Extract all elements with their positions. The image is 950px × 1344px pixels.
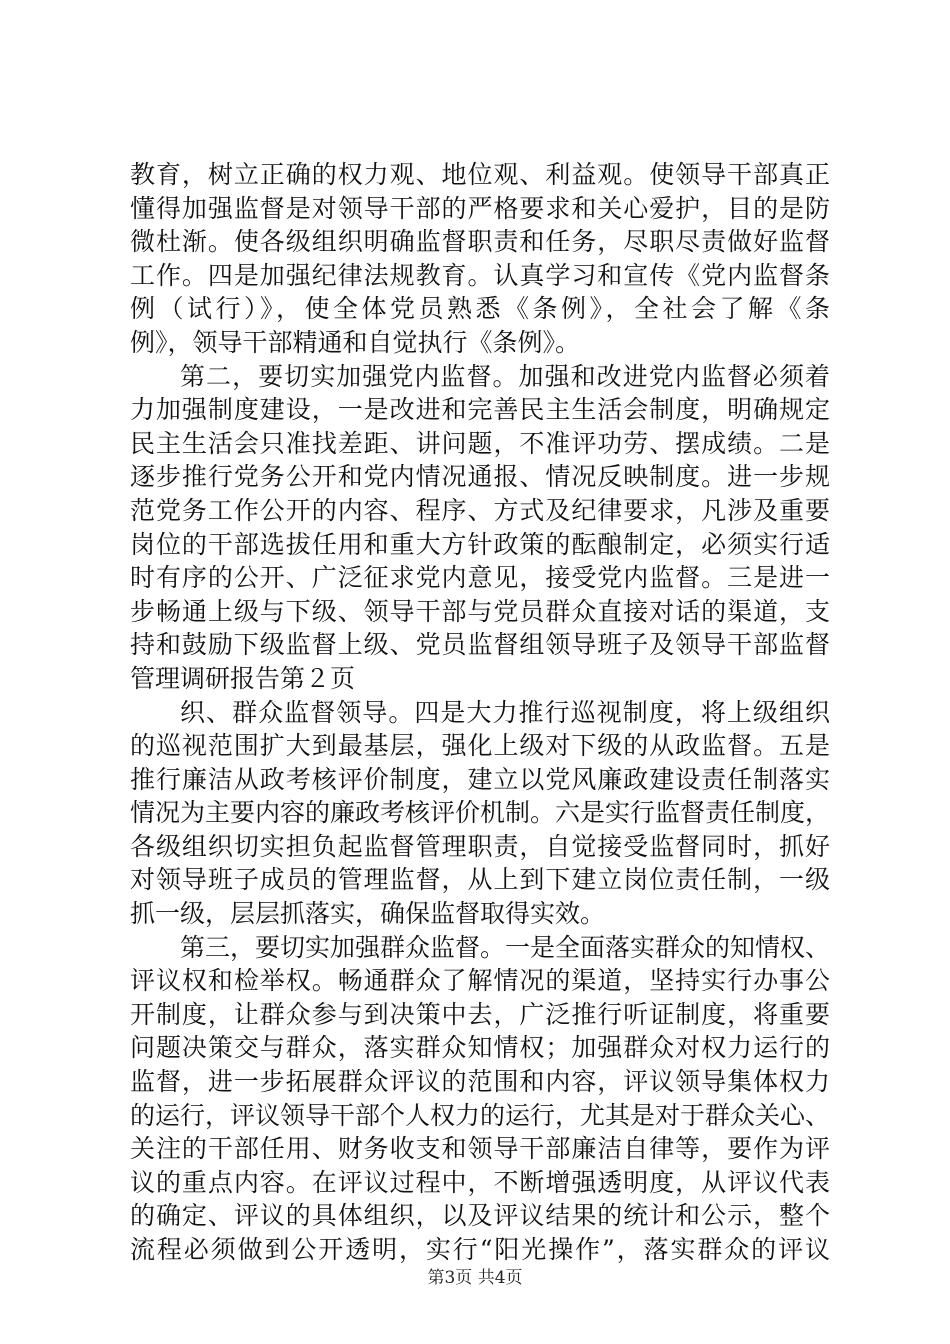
text-line: 关注的干部任用、财务收支和领导干部廉洁自律等，要作为评 — [130, 1134, 830, 1164]
text-line: 力加强制度建设，一是改进和完善民主生活会制度，明确规定 — [130, 395, 830, 425]
text-line: 逐步推行党务公开和党内情况通报、情况反映制度。进一步规 — [130, 462, 830, 492]
text-line: 抓一级，层层抓落实，确保监督取得实效。 — [130, 899, 606, 929]
text-line: 步畅通上级与下级、领导干部与党员群众直接对话的渠道，支 — [130, 596, 830, 626]
text-line: 管理调研报告第２页 — [130, 663, 356, 693]
text-line: 各级组织切实担负起监督管理职责，自觉接受监督同时，抓好 — [130, 831, 830, 861]
text-line: 持和鼓励下级监督上级、党员监督组领导班子及领导干部监督 — [130, 630, 830, 660]
text-line: 懂得加强监督是对领导干部的严格要求和关心爱护，目的是防 — [130, 193, 830, 223]
text-line: 评议权和检举权。畅通群众了解情况的渠道，坚持实行办事公 — [130, 966, 830, 996]
page-number: 第3页 共4页 — [427, 1268, 523, 1288]
text-line: 民主生活会只准找差距、讲问题，不准评功劳、摆成绩。二是 — [130, 428, 830, 458]
document-body — [130, 158, 830, 1267]
page-footer — [0, 1266, 950, 1290]
text-line: 监督，进一步拓展群众评议的范围和内容，评议领导集体权力 — [130, 1067, 830, 1097]
text-line: 对领导班子成员的管理监督，从上到下建立岗位责任制，一级 — [130, 865, 830, 895]
text-line: 的运行，评议领导干部个人权力的运行，尤其是对于群众关心、 — [130, 1100, 831, 1130]
text-line: 情况为主要内容的廉政考核评价机制。六是实行监督责任制度， — [130, 798, 831, 828]
paragraph-start-line: 第二，要切实加强党内监督。加强和改进党内监督必须着 — [180, 361, 830, 391]
paragraph-start-line: 织、群众监督领导。四是大力推行巡视制度，将上级组织 — [180, 697, 830, 727]
text-line: 例（试行）》，使全体党员熟悉《条例》，全社会了解《条 — [130, 294, 830, 324]
text-line: 问题决策交与群众，落实群众知情权；加强群众对权力运行的 — [130, 1033, 830, 1063]
text-line: 流程必须做到公开透明，实行“阳光操作”，落实群众的评议 — [130, 1235, 830, 1264]
text-line: 工作。四是加强纪律法规教育。认真学习和宣传《党内监督条 — [130, 260, 830, 290]
text-line: 范党务工作公开的内容、程序、方式及纪律要求，凡涉及重要 — [130, 495, 830, 525]
text-line: 推行廉洁从政考核评价制度，建立以党风廉政建设责任制落实 — [130, 764, 830, 794]
text-line: 教育，树立正确的权力观、地位观、利益观。使领导干部真正 — [130, 160, 830, 189]
text-line: 的巡视范围扩大到最基层，强化上级对下级的从政监督。五是 — [130, 731, 830, 761]
text-line: 的确定、评议的具体组织，以及评议结果的统计和公示，整个 — [130, 1201, 830, 1231]
paragraph-start-line: 第三，要切实加强群众监督。一是全面落实群众的知情权、 — [180, 932, 831, 962]
text-line: 开制度，让群众参与到决策中去，广泛推行听证制度，将重要 — [130, 999, 830, 1029]
text-line: 时有序的公开、广泛征求党内意见，接受党内监督。三是进一 — [130, 563, 830, 593]
text-line: 议的重点内容。在评议过程中，不断增强透明度，从评议代表 — [130, 1167, 830, 1197]
text-line: 微杜渐。使各级组织明确监督职责和任务，尽职尽责做好监督 — [130, 227, 830, 257]
text-line: 例》，领导干部精通和自觉执行《条例》。 — [130, 327, 581, 357]
text-line: 岗位的干部选拔任用和重大方针政策的酝酿制定，必须实行适 — [130, 529, 830, 559]
